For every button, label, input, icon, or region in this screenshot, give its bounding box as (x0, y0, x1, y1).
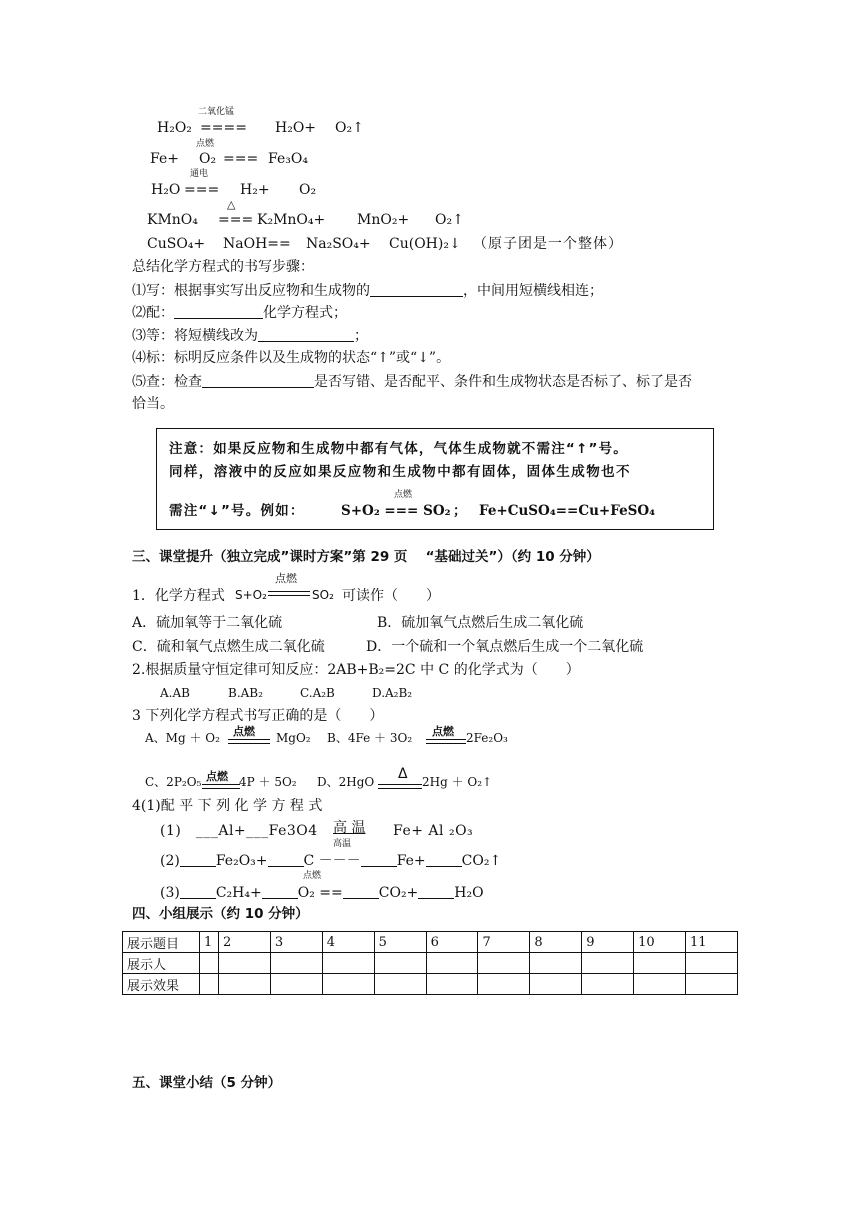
equation-product: H₂+ (240, 182, 270, 198)
table-cell[interactable] (322, 974, 374, 995)
equation-reactant: KMnO₄ (147, 212, 198, 228)
column-header: 10 (634, 932, 686, 953)
q3-text: 3 下列化学方程式书写正确的是（ ） (132, 708, 384, 724)
column-header: 11 (686, 932, 738, 953)
q4-term: CO₂+ (378, 885, 419, 901)
step-3 (132, 327, 368, 345)
fill-blank[interactable] (418, 884, 454, 899)
row-header: 展示效果 (123, 974, 200, 995)
table-cell[interactable] (374, 953, 426, 974)
q4-1-left: (1) ___Al+___Fe3O4 (160, 823, 318, 839)
q4-term: Fe₂O₃+ (215, 853, 268, 869)
note-example-eq-2: Fe+CuSO₄==Cu+FeSO₄ (479, 503, 656, 519)
q3-c-left: C、2P₂O₅ (145, 775, 202, 789)
fill-blank[interactable] (262, 884, 298, 899)
presentation-table (122, 931, 738, 995)
column-header: 9 (582, 932, 634, 953)
equation-reactant: H₂O (151, 182, 181, 198)
row-header: 展示人 (123, 953, 200, 974)
row-header: 展示题目 (123, 932, 200, 953)
section-5-heading: 五、课堂小结（5 分钟） (132, 1075, 282, 1091)
equation-reactant: CuSO₄+ (147, 236, 206, 252)
note-box (156, 428, 714, 530)
q2-option-a: A.AB (160, 686, 190, 700)
step-1 (132, 282, 603, 300)
equation-reactant: O₂ (199, 151, 217, 167)
step-text: 是否写错、是否配平、条件和生成物状态是否标了、标了是否 (314, 374, 692, 390)
fill-blank[interactable] (268, 852, 304, 867)
q2-option-b: B.AB₂ (228, 686, 263, 700)
equation-line (202, 784, 240, 785)
table-cell[interactable] (200, 953, 219, 974)
condition-label: 点燃 (394, 490, 413, 500)
q4-1-right: Fe+ Al ₂O₃ (393, 823, 474, 839)
equation-line (426, 743, 466, 744)
section-4-heading: 四、小组展示（约 10 分钟） (132, 906, 309, 922)
column-header: 4 (322, 932, 374, 953)
equation-product: Na₂SO₄+ (306, 236, 371, 252)
q3-a-left: A、Mg ＋ O₂ (145, 731, 220, 745)
equation-product: O₂↑ (435, 212, 464, 228)
equation-product: Cu(OH)₂↓ (389, 236, 461, 252)
table-cell[interactable] (582, 974, 634, 995)
fill-blank[interactable] (343, 884, 379, 899)
note-example-eq: S+O₂ === SO₂ (341, 503, 451, 519)
step-4: ⑷标：标明反应条件以及生成物的状态“↑”或“↓”。 (132, 350, 451, 366)
q4-term: Fe+ (396, 853, 426, 869)
table-cell[interactable] (686, 953, 738, 974)
equation-product: O₂ (299, 182, 317, 198)
note-line-1: 注意：如果反应物和生成物中都有气体，气体生成物就不需注“↑”号。 (169, 441, 628, 457)
q4-term: O₂ == (297, 885, 343, 901)
condition-label: 点燃 (275, 572, 297, 585)
equation-equals: === (223, 151, 259, 167)
equation-line (228, 743, 270, 744)
equation-equals: === (184, 182, 220, 198)
equation-line (228, 739, 270, 740)
column-header: 6 (426, 932, 478, 953)
table-cell[interactable] (686, 974, 738, 995)
fill-blank[interactable] (202, 373, 314, 388)
table-cell[interactable] (270, 953, 322, 974)
q4-term: H₂O (454, 885, 484, 901)
column-header: 3 (270, 932, 322, 953)
q1-option-d: D．一个硫和一个氧点燃后生成一个二氧化硫 (366, 639, 644, 655)
step-5-cont: 恰当。 (132, 396, 174, 412)
fill-blank[interactable] (361, 852, 397, 867)
fill-blank[interactable] (174, 304, 263, 319)
q4-term: C₂H₄+ (215, 885, 262, 901)
fill-blank[interactable] (180, 884, 216, 899)
column-header: 5 (374, 932, 426, 953)
q4-3 (160, 884, 484, 902)
table-cell[interactable] (200, 974, 219, 995)
note-line-2: 同样，溶液中的反应如果反应物和生成物中都有固体，固体生成物也不 (169, 464, 631, 480)
column-header: 1 (200, 932, 219, 953)
condition-label: 通电 (190, 169, 209, 179)
q4-term: CO₂↑ (461, 853, 502, 869)
column-header: 7 (478, 932, 530, 953)
step-2 (132, 304, 347, 322)
equation-reactant: NaOH== (223, 236, 291, 252)
equation-reactant: H₂O₂ (157, 120, 192, 136)
condition-label: 点燃 (233, 725, 255, 738)
condition-label: 点燃 (196, 139, 215, 149)
q3-a-right: MgO₂ (276, 731, 311, 745)
condition-label: 点燃 (206, 770, 228, 783)
table-cell[interactable] (426, 953, 478, 974)
q1-option-c: C．硫和氧气点燃生成二氧化硫 (132, 639, 325, 655)
column-header: 2 (219, 932, 271, 953)
equation-product: O₂↑ (335, 120, 364, 136)
q2-option-d: D.A₂B₂ (372, 686, 413, 700)
q1-option-a: A．硫加氧等于二氧化硫 (132, 615, 283, 631)
condition-label: △ (227, 198, 236, 211)
equation-product: H₂O+ (275, 120, 317, 136)
fill-blank[interactable] (180, 852, 216, 867)
note-line-3: 需注“↓”号。例如： (169, 503, 305, 519)
step-text: 化学方程式； (263, 305, 347, 321)
q2-text: 2.根据质量守恒定律可知反应：2AB+B₂=2C 中 C 的化学式为（ ） (132, 662, 580, 678)
table-cell[interactable] (374, 974, 426, 995)
table-cell[interactable] (270, 974, 322, 995)
condition-label: 高温 (333, 839, 352, 849)
q1-text: 1．化学方程式 (132, 588, 225, 604)
steps-title: 总结化学方程式的书写步骤： (132, 259, 314, 275)
table-cell[interactable] (634, 974, 686, 995)
q4-text: 4(1)配 平 下 列 化 学 方 程 式 (132, 798, 323, 814)
table-row (123, 974, 738, 995)
q4-2 (160, 852, 501, 870)
q3-b-right: 2Fe₂O₃ (466, 731, 508, 745)
q1-option-b: B．硫加氧气点燃后生成二氧化硫 (377, 615, 584, 631)
table-cell[interactable] (426, 974, 478, 995)
section-3-heading: 三、课堂提升（独立完成”课时方案”第 29 页 “基础过关”）（约 10 分钟） (132, 549, 600, 565)
table-row (123, 953, 738, 974)
equation-line (426, 739, 466, 740)
q4-number: (3) (160, 885, 180, 901)
table-cell[interactable] (478, 953, 530, 974)
equation-note: （原子团是一个整体） (473, 236, 623, 252)
condition-label: 二氧化锰 (198, 107, 235, 117)
equation-line (268, 595, 310, 596)
fill-blank[interactable] (426, 852, 462, 867)
equation-line (202, 788, 240, 789)
condition-label: 点燃 (432, 725, 454, 738)
condition-label: Δ (398, 766, 408, 782)
table-cell[interactable] (478, 974, 530, 995)
equation-product: K₂MnO₄+ (257, 212, 326, 228)
equation-line (268, 591, 310, 592)
q4-number: (2) (160, 853, 180, 869)
equation-product: Fe₃O₄ (268, 151, 308, 167)
q1-text: 可读作（ ） (342, 588, 440, 604)
step-5 (132, 373, 692, 391)
table-cell[interactable] (219, 953, 271, 974)
step-text: ⑵配： (132, 305, 174, 321)
q1-eq-left: S+O₂ (235, 588, 267, 602)
equation-line (378, 784, 422, 785)
table-cell[interactable] (634, 953, 686, 974)
equation-equals: === (218, 212, 254, 228)
step-text: ； (354, 328, 368, 344)
q3-c-right: 4P ＋ 5O₂ (239, 775, 297, 789)
table-cell[interactable] (322, 953, 374, 974)
q4-term: C －－－ (303, 853, 361, 869)
equation-product: MnO₂+ (357, 212, 410, 228)
note-separator: ； (453, 503, 467, 519)
fill-blank[interactable] (258, 327, 354, 342)
table-cell[interactable] (219, 974, 271, 995)
equation-reactant: Fe+ (150, 151, 179, 167)
equation-equals: ==== (200, 120, 247, 136)
table-cell[interactable] (530, 974, 582, 995)
step-text: ⑴写：根据事实写出反应物和生成物的 (132, 283, 370, 299)
table-cell[interactable] (530, 953, 582, 974)
step-text: ，中间用短横线相连； (463, 283, 603, 299)
condition-label: 点燃 (303, 871, 322, 881)
q3-b-left: B、4Fe ＋ 3O₂ (327, 731, 413, 745)
fill-blank[interactable] (370, 282, 463, 297)
equation-line (378, 788, 422, 789)
step-text: ⑶等：将短横线改为 (132, 328, 258, 344)
q4-1-condition: 高 温 (333, 820, 366, 836)
table-cell[interactable] (582, 953, 634, 974)
q2-option-c: C.A₂B (300, 686, 335, 700)
q3-d-left: D、2HgO (317, 775, 375, 789)
column-header: 8 (530, 932, 582, 953)
step-text: ⑸查：检查 (132, 374, 202, 390)
q1-eq-right: SO₂ (312, 588, 334, 602)
table-row (123, 932, 738, 953)
q3-d-right: 2Hg ＋ O₂↑ (422, 775, 493, 789)
